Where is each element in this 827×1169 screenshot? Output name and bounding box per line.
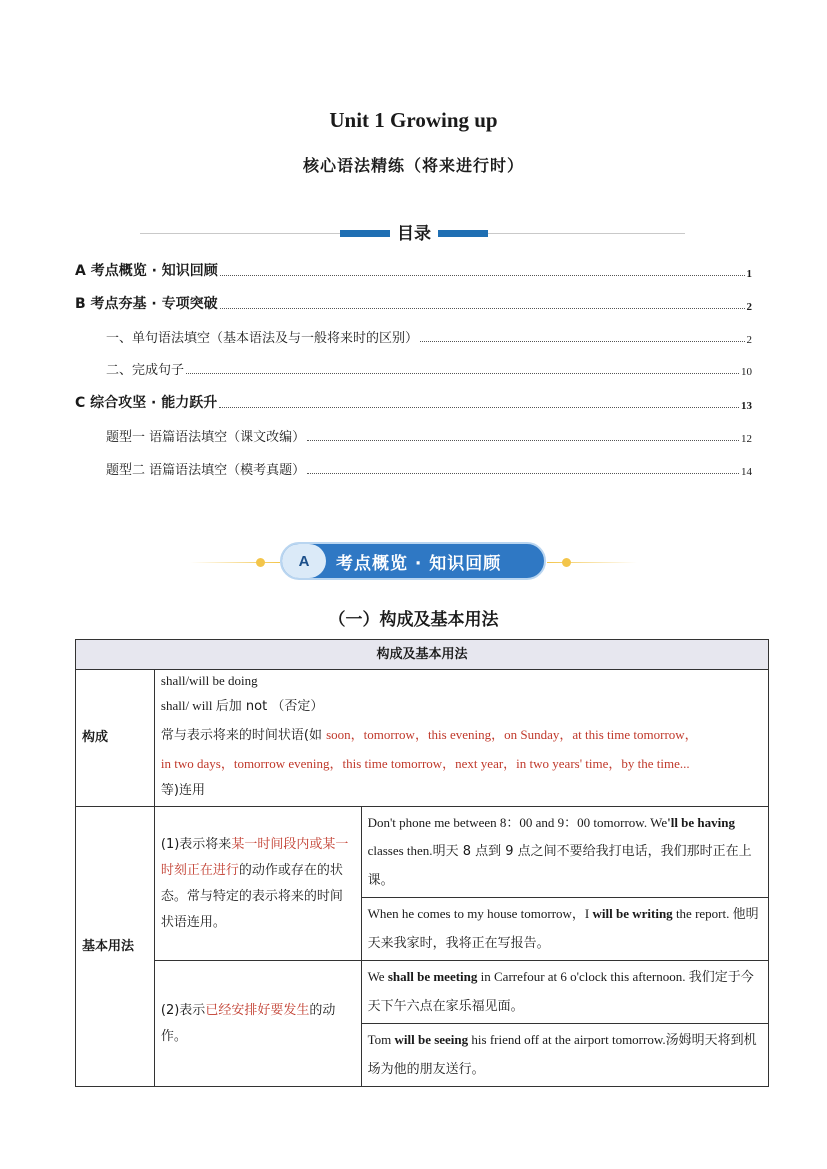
- grammar-table: [75, 639, 769, 1087]
- example-3: We shall be meeting in Carrefour at 6 o'clock this afternoon. 我们定于今天下午六点在家乐福见面。: [361, 961, 768, 1024]
- example-2: When he comes to my house tomorrow，I will be writing the report. 他明天来我家时，我将正在写报告。: [361, 898, 768, 961]
- toc-item-b[interactable]: B 考点夯基 · 专项突破 2: [75, 296, 752, 313]
- toc-heading-label: 目录: [390, 219, 438, 244]
- toc-item-c[interactable]: C 综合攻坚 · 能力跃升 13: [75, 395, 752, 412]
- usage-label: 基本用法: [76, 807, 155, 1087]
- toc-heading: [140, 219, 685, 245]
- page-title: Unit 1 Growing up: [329, 108, 498, 132]
- toc-item-b2[interactable]: 二、完成句子 10: [106, 363, 752, 378]
- section-title: （一）构成及基本用法: [328, 610, 499, 630]
- example-4: Tom will be seeing his friend off at the airport tomorrow.汤姆明天将到机场为他的朋友送行。: [361, 1024, 768, 1087]
- form-content: shall/will be doing shall/ will 后加 not （否定） 常与表示将来的时间状语(如 soon，tomorrow，this evening，on Sunday，at this time tomorrow， in two days，tomorrow evening，this time tomorrow，next year，in two years' time，by the time... 等)连用: [154, 670, 768, 807]
- toc-item-c1[interactable]: 题型一 语篇语法填空（课文改编） 12: [106, 430, 752, 445]
- banner-text: 考点概览 · 知识回顾: [336, 554, 502, 574]
- page-subtitle: 核心语法精练（将来进行时）: [302, 156, 524, 175]
- example-1: Don't phone me between 8：00 and 9：00 tomorrow. We'll be having classes then.明天 8 点到 9 点之间不要给我打电话，我们那时正在上课。: [361, 807, 768, 898]
- banner-badge: A: [282, 544, 326, 578]
- usage-2: (2)表示已经安排好要发生的动作。: [154, 961, 361, 1087]
- usage-1: (1)表示将来某一时间段内或某一时刻正在进行的动作或存在的状态。常与特定的表示将来的时间状语连用。: [154, 807, 361, 961]
- toc-item-a[interactable]: A 考点概览 · 知识回顾 1: [75, 263, 752, 280]
- table-header: 构成及基本用法: [76, 640, 769, 670]
- toc-item-b1[interactable]: 一、单句语法填空（基本语法及与一般将来时的区别） 2: [106, 331, 752, 346]
- section-banner: [190, 540, 637, 582]
- toc-item-c2[interactable]: 题型二 语篇语法填空（模考真题） 14: [106, 463, 752, 478]
- form-label: 构成: [76, 670, 155, 807]
